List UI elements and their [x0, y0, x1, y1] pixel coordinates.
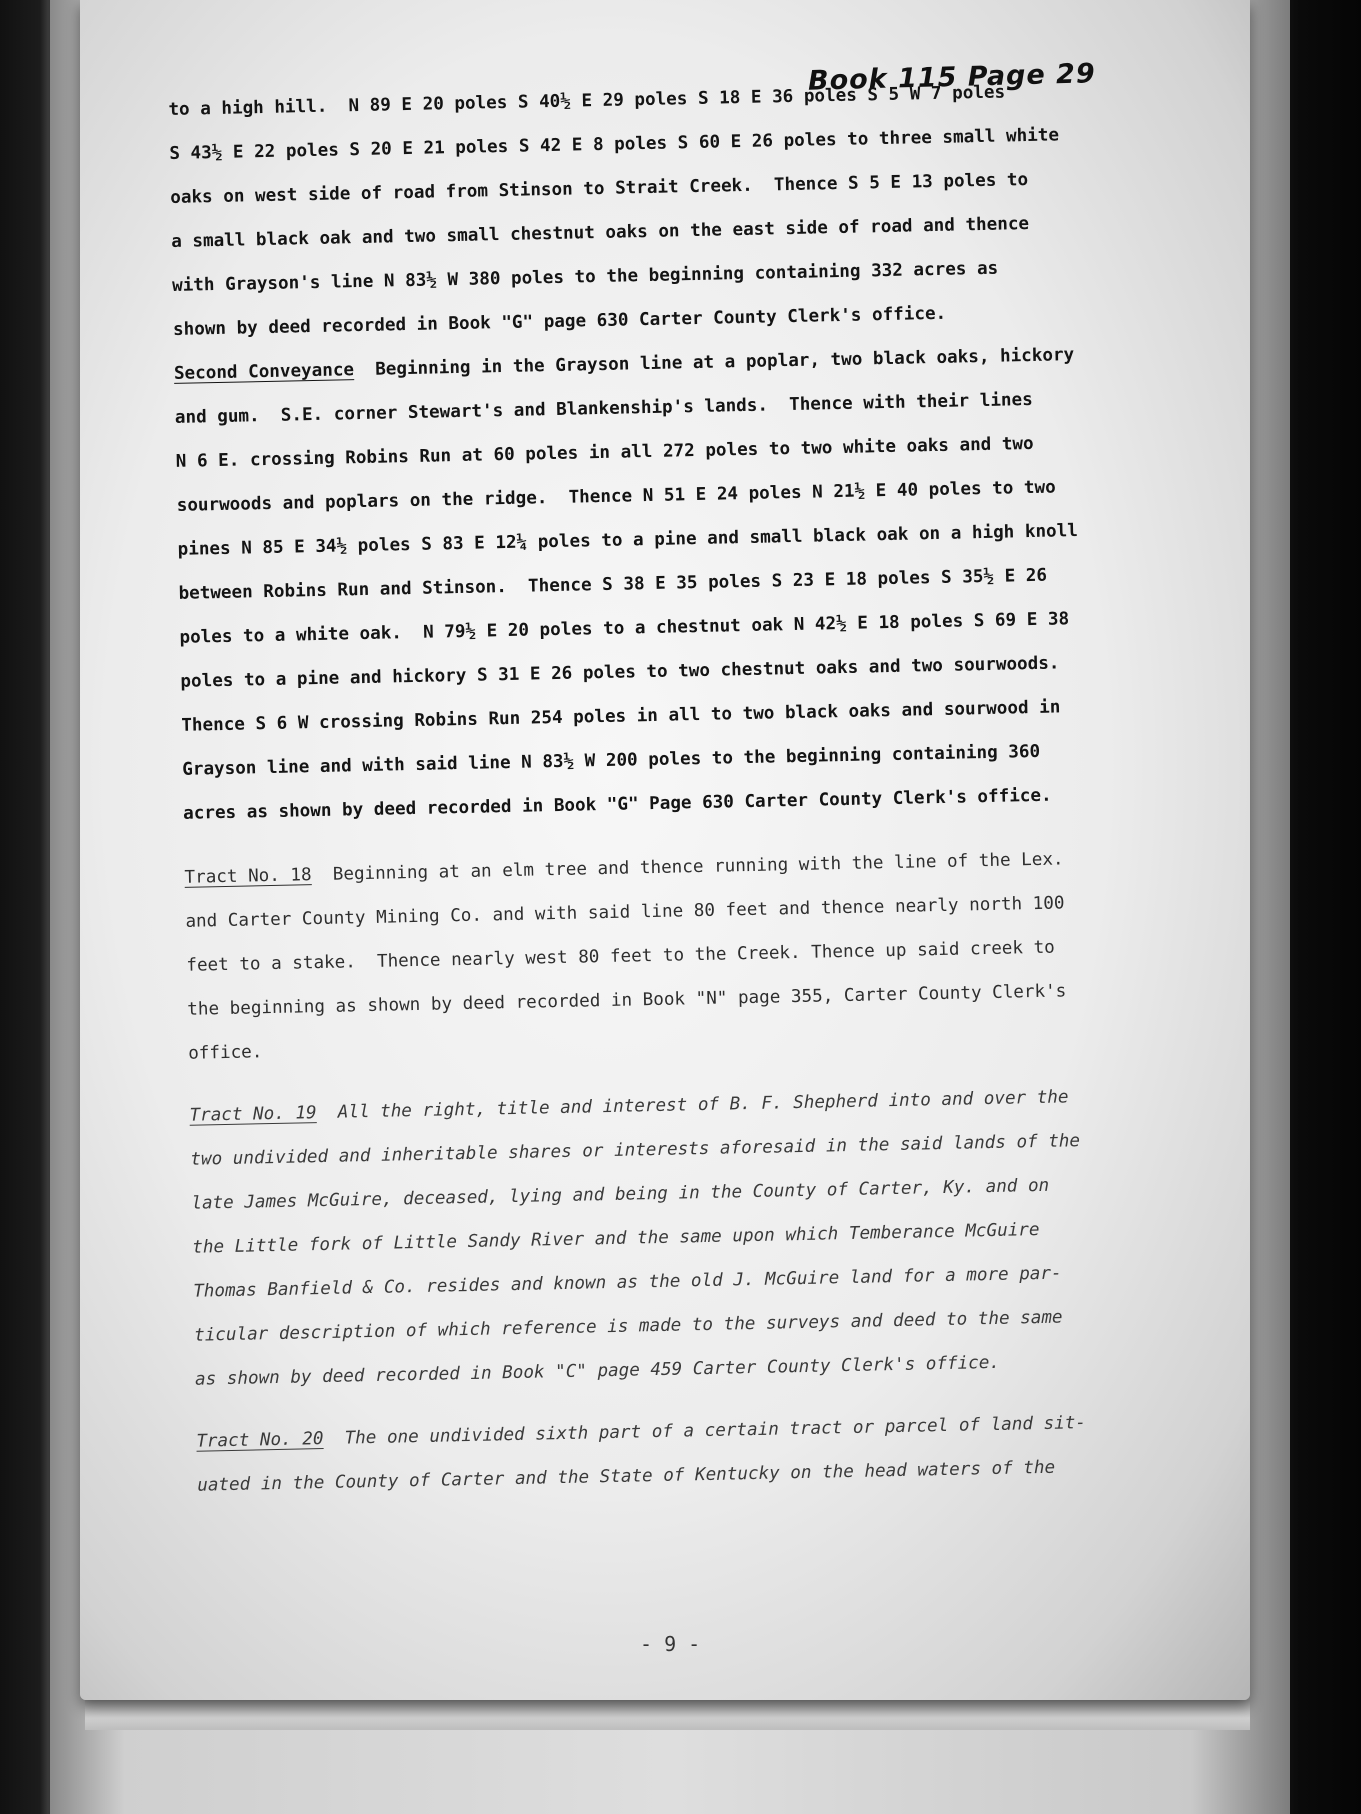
text-line: shown by deed recorded in Book "G" page 630 Carter County Clerk's office.	[172, 303, 947, 340]
text-line: uated in the County of Carter and the State of Kentucky on the head waters of the	[197, 1457, 1056, 1496]
text-line: sourwoods and poplars on the ridge. Thence N 51 E 24 poles N 21½ E 40 poles to two	[176, 477, 1056, 516]
text-line: and gum. S.E. corner Stewart's and Blankenship's lands. Thence with their lines	[174, 389, 1033, 428]
text-line: late James McGuire, deceased, lying and being in the County of Carter, Ky. and on	[191, 1175, 1050, 1214]
book-page-annotation: Book 115 Page 29	[807, 58, 1097, 97]
section-heading: Tract No. 18	[184, 865, 312, 888]
text-line: two undivided and inheritable shares or interests aforesaid in the said lands of the	[190, 1131, 1081, 1170]
paragraph-second-conveyance	[174, 331, 1184, 836]
text-line: the Little fork of Little Sandy River and the same upon which Temberance McGuire	[192, 1220, 1040, 1258]
document-body	[168, 67, 1198, 1508]
section-heading: Second Conveyance	[173, 360, 355, 384]
text-line: N 6 E. crossing Robins Run at 60 poles in all 272 poles to two white oaks and two	[175, 433, 1034, 472]
text-line: to a high hill. N 89 E 20 poles S 40½ E 29 poles S 18 E 36 poles S 5 W 7 poles	[168, 82, 1006, 120]
text-line: a small black oak and two small chestnut oaks on the east side of road and thence	[171, 214, 1030, 252]
text-line: as shown by deed recorded in Book "C" page 459 Carter County Clerk's office.	[194, 1352, 1001, 1390]
text-line: poles to a pine and hickory S 31 E 26 poles to two chestnut oaks and two sourwoods.	[180, 653, 1060, 692]
text-line: and Carter County Mining Co. and with said line 80 feet and thence nearly north 100	[185, 893, 1065, 932]
text-span: Beginning in the Grayson line at a poplar, two black oaks, hickory	[353, 345, 1075, 381]
text-line: Thence S 6 W crossing Robins Run 254 poles in all to two black oaks and sourwood in	[181, 697, 1061, 736]
text-line: poles to a white oak. N 79½ E 20 poles to a chestnut oak N 42½ E 18 poles S 69 E 38	[179, 609, 1070, 648]
text-line: with Grayson's line N 83½ W 380 poles to the beginning containing 332 acres as	[171, 258, 999, 296]
page-bottom-edge	[85, 1700, 1250, 1730]
paragraph-tract-18	[184, 835, 1188, 1076]
section-heading: Tract No. 20	[196, 1429, 324, 1452]
text-line: pines N 85 E 34½ poles S 83 E 12¼ poles to a pine and small black oak on a high knoll	[177, 521, 1079, 560]
section-heading: Tract No. 19	[189, 1103, 317, 1126]
text-line: S 43½ E 22 poles S 20 E 21 poles S 42 E 8 poles S 60 E 26 poles to three small white	[169, 125, 1060, 164]
text-span: All the right, title and interest of B. F. Shepherd into and over the	[316, 1087, 1069, 1124]
text-line: office.	[188, 1042, 263, 1064]
text-line: the beginning as shown by deed recorded in Book "N" page 355, Carter County Clerk's	[187, 981, 1067, 1020]
text-line: between Robins Run and Stinson. Thence S 38 E 35 poles S 23 E 18 poles S 35½ E 26	[178, 565, 1048, 604]
paragraph-tract-description	[168, 67, 1173, 352]
text-line: ticular description of which reference is made to the surveys and deed to the same	[193, 1307, 1063, 1346]
text-span: The one undivided sixth part of a certain tract or parcel of land sit-	[323, 1413, 1087, 1450]
text-line: feet to a stake. Thence nearly west 80 feet to the Creek. Thence up said creek to	[186, 937, 1055, 976]
paragraph-tract-19	[189, 1073, 1195, 1402]
page-number: - 9 -	[640, 1632, 701, 1656]
text-span: Beginning at an elm tree and thence running with the line of the Lex.	[311, 849, 1064, 886]
text-line: Thomas Banfield & Co. resides and known as the old J. McGuire land for a more par-	[193, 1263, 1062, 1302]
text-line: oaks on west side of road from Stinson to Strait Creek. Thence S 5 E 13 poles to	[170, 170, 1029, 208]
text-line: Grayson line and with said line N 83½ W 200 poles to the beginning containing 360	[182, 741, 1041, 780]
text-line: acres as shown by deed recorded in Book "G" Page 630 Carter County Clerk's office.	[182, 785, 1052, 824]
